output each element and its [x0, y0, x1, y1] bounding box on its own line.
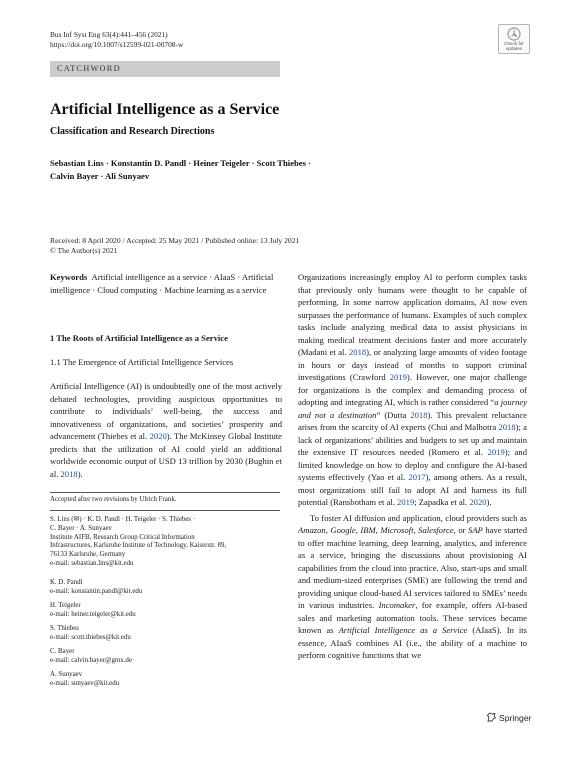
company-name: SAP — [468, 525, 483, 535]
affiliation-institute-1: Institute AIFB, Research Group Critical Information — [50, 533, 195, 541]
text-run: ; Zapadka et al. — [414, 497, 470, 507]
right-body-text — [298, 271, 527, 662]
citation-link[interactable]: 2018 — [498, 422, 516, 432]
right-paragraph-1 — [298, 271, 527, 509]
citation-link[interactable]: 2018 — [60, 468, 78, 479]
journal-citation: Bus Inf Syst Eng 63(4):441–456 (2021) — [50, 30, 168, 39]
citation-link[interactable]: 2019 — [487, 447, 505, 457]
crossmark-label-1: Check for — [504, 41, 524, 46]
affiliation-institute-3: 76133 Karlsruhe, Germany — [50, 551, 126, 559]
contact-email[interactable]: e-mail: heiner.teigeler@kit.edu — [50, 610, 136, 618]
company-name: Google — [330, 525, 356, 535]
text-run: ), among others. As a result, most organizations still fail to adopt AI and harness its full potential (Ransbotham et al. — [298, 472, 527, 507]
keywords-text: Artificial intelligence as a service · AIaaS · Artificial intelligence · Cloud computing · Machine learning as a service — [50, 272, 274, 295]
contact-1 — [50, 579, 142, 597]
article-title: Artificial Intelligence as a Service — [50, 101, 280, 118]
check-for-updates-badge[interactable] — [498, 24, 530, 54]
quote-text: a journey and not a destination — [298, 397, 527, 420]
text-run: ). However, one major challenge for organizations is the complex and demanding process of adopting and integrating AI, which is rather considered “ — [298, 372, 527, 407]
contact-name: C. Bayer — [50, 648, 75, 655]
contact-email[interactable]: e-mail: scott.thiebes@kit.edu — [50, 633, 131, 641]
catchword-banner: CATCHWORD — [50, 61, 280, 77]
text-run: , for example, offers AI-based sales and marketing automation tools. These services became known as — [298, 600, 527, 635]
text-run: ). This prevalent reluctance arises from the scarcity of AI experts (Chui and Malhotra — [298, 409, 527, 432]
text-run: ), or analyzing large amounts of video footage in hours or days instead of months to support criminal investigations (Crawford — [298, 347, 527, 382]
citation-link[interactable]: 2020 — [149, 431, 167, 441]
affiliation-names-2: C. Bayer · A. Sunyaev — [50, 524, 113, 532]
section-heading: 1 The Roots of Artificial Intelligence as a Service — [50, 333, 228, 343]
text-run: To foster AI diffusion and application, cloud providers such as — [310, 512, 527, 523]
right-paragraph-2 — [298, 512, 527, 662]
text-run: , — [325, 525, 331, 535]
citation-link[interactable]: 2019 — [389, 372, 407, 382]
citation-link[interactable]: 2019 — [397, 497, 415, 507]
authors-line-1[interactable]: Sebastian Lins · Konstantin D. Pandl · Heiner Teigeler · Scott Thiebes · — [50, 158, 311, 168]
publication-dates — [50, 236, 299, 256]
copyright-notice: © The Author(s) 2021 — [50, 246, 118, 255]
text-run: , or — [453, 525, 469, 535]
contact-3 — [50, 625, 131, 643]
text-run: , — [355, 525, 361, 535]
company-name: Incomaker — [378, 600, 416, 610]
affiliation-names-1: S. Lins (✉) · K. D. Pandl · H. Teigeler · S. Thiebes · — [50, 516, 196, 523]
crossmark-icon — [507, 27, 521, 41]
affiliation-institute-2: Infrastructures, Karlsruhe Institute of Technology, Kaiserstr. 89, — [50, 542, 227, 550]
text-run: , — [375, 525, 381, 535]
accepted-note: Accepted after two revisions by Ulrich Frank. — [50, 496, 177, 503]
subsection-heading: 1.1 The Emergence of Artificial Intelligence Services — [50, 357, 234, 367]
footnote-rule-top — [50, 492, 280, 493]
contact-email[interactable]: e-mail: sunyaev@kit.edu — [50, 679, 120, 687]
left-body-text — [50, 380, 282, 480]
company-name: Amazon — [298, 525, 326, 535]
text-run: ). — [486, 497, 492, 507]
keywords-label: Keywords — [50, 272, 88, 282]
affiliation-block — [50, 516, 226, 569]
text-run: Organizations increasingly employ AI to perform complex tasks that previously only humans were thought to be capable of performing. In some narrow application domains, AI now even surpasses the performance of humans. Examples of such complex tasks include analyzing medical data to assist physicians in making medical treatment decisions faster and more accurately (Madani et al. — [298, 272, 527, 357]
text-run: ); a lack of organizations’ abilities and budgets to set up and maintain the extensive IT resources needed (Romero et al. — [298, 422, 527, 457]
contact-name: H. Teigeler — [50, 602, 81, 609]
contact-email[interactable]: e-mail: konstantin.pandl@kit.edu — [50, 587, 143, 595]
keywords-block — [50, 271, 282, 296]
term-emphasis: Artificial Intelligence as a Service — [338, 625, 468, 635]
journal-header — [50, 30, 183, 50]
received-accepted-published: Received: 8 April 2020 / Accepted: 25 May 2021 / Published online: 13 July 2021 — [50, 236, 300, 245]
citation-link[interactable]: 2020 — [469, 497, 487, 507]
company-name: Microsoft — [380, 525, 414, 535]
text-run: ). The McKinsey Global Institute predicts that the utilization of AI could yield an additional worldwide economic output of USD 13 trillion by 2030 (Bughin et al. — [50, 431, 282, 479]
citation-link[interactable]: 2018 — [348, 347, 367, 357]
contact-5 — [50, 671, 119, 689]
text-run: , — [413, 525, 419, 535]
crossmark-label-2: updates — [505, 46, 523, 51]
contact-4 — [50, 648, 132, 666]
footnote-rule-bottom — [50, 510, 280, 511]
text-run: have started to offer machine learning, deep learning, analytics, and inference as a service, bringing the discussions about provisioning AI capabilities from the cloud into practice. Also, start-ups and small and medium-sized enterprises (SME) are following the trend and providing unique cloud-based AI services tailored to SMEs’ needs in various industries. — [298, 525, 528, 610]
company-name: IBM — [360, 525, 376, 535]
contact-name: A. Sunyaev — [50, 671, 83, 678]
springer-horse-icon — [486, 712, 497, 722]
citation-link[interactable]: 2017 — [408, 472, 426, 482]
affiliation-email[interactable]: e-mail: sebastian.lins@kit.edu — [50, 559, 134, 567]
contact-email[interactable]: e-mail: calvin.bayer@gmx.de — [50, 656, 132, 664]
doi-link[interactable]: https://doi.org/10.1007/s12599-021-00708-w — [50, 40, 184, 49]
article-subtitle: Classification and Research Directions — [50, 126, 215, 137]
text-run: (AIaaS). In its essence, AIaaS combines AI (i.e., the ability of a machine to perform cognitive functions that we — [298, 625, 527, 660]
text-run: ); and limited knowledge on how to deploy and configure the AI-based systems effectively (Yao et al. — [298, 447, 528, 482]
text-run: ). — [77, 468, 83, 479]
author-list — [50, 157, 370, 183]
left-paragraph-1 — [50, 380, 282, 480]
contact-2 — [50, 602, 136, 620]
publisher-logo — [486, 712, 531, 723]
citation-link[interactable]: 2018 — [410, 409, 428, 420]
text-run: Artificial Intelligence (AI) is undoubtedly one of the most actively debated technologies, providing auspicious opportunities to contribute to individuals’ well-being, the success and innovativeness of organizations, and societies’ prosperity and advancement (Thiebes et al. — [50, 381, 282, 441]
text-run: ” (Dutta — [376, 409, 411, 420]
contact-name: K. D. Pandl — [50, 579, 83, 586]
authors-line-2[interactable]: Calvin Bayer · Ali Sunyaev — [50, 171, 150, 181]
company-name: Salesforce — [418, 525, 454, 535]
contact-name: S. Thiebes — [50, 625, 79, 632]
publisher-name: Springer — [499, 713, 532, 723]
